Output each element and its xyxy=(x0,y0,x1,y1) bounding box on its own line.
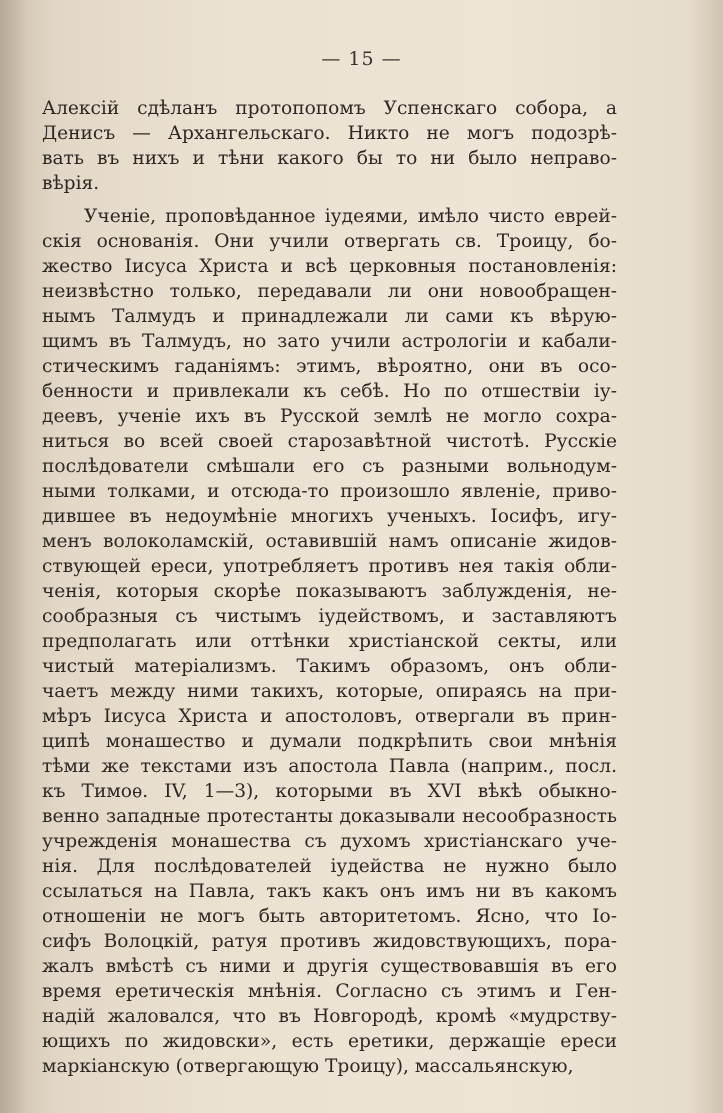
text-line: бенности и привлекали къ себѣ. Но по отшествіи іу- xyxy=(42,381,617,402)
text-line: маркіанскую (отвергающую Троицу), массальянскую, xyxy=(42,1056,574,1077)
text-line: чаетъ между ними такихъ, которые, опираясь на при- xyxy=(42,681,617,702)
page-number: — 15 — xyxy=(321,48,402,70)
text-line: ствующей ереси, употребляетъ противъ нея такія обли- xyxy=(42,556,617,577)
text-line: вать въ нихъ и тѣни какого бы то ни было неправо- xyxy=(42,148,617,169)
text-line: жество Іисуса Христа и всѣ церковныя постановленія: xyxy=(42,256,617,277)
text-line: вѣрія. xyxy=(42,173,100,194)
text-line: послѣдователи смѣшали его съ разными вольнодум- xyxy=(42,456,617,477)
text-line: тѣми же текстами изъ апостола Павла (наприм., посл. xyxy=(42,756,617,777)
binding-shadow xyxy=(0,0,28,1113)
text-line: неизвѣстно только, передавали ли они новообращен- xyxy=(42,281,617,302)
body-text xyxy=(42,96,617,1079)
text-line: чистый матеріализмъ. Такимъ образомъ, онъ обли- xyxy=(42,656,617,677)
text-line: сифъ Волоцкій, ратуя противъ жидовствующихъ, пора- xyxy=(42,931,617,952)
text-line: менъ волоколамскій, оставившій намъ описаніе жидов- xyxy=(42,531,617,552)
text-line: надій жаловался, что въ Новгородѣ, кромѣ «мудрству- xyxy=(42,1006,617,1027)
text-line: скія основанія. Они учили отвергать св. Троицу, бо- xyxy=(42,231,617,252)
text-line: жалъ вмѣстѣ съ ними и другія существовавшія въ его xyxy=(42,956,617,977)
text-line: венно западные протестанты доказывали несообразность xyxy=(42,806,617,827)
text-line: Алексій сдѣланъ протопопомъ Успенскаго собора, а xyxy=(42,98,617,119)
text-line: время еретическія мнѣнія. Согласно съ этимъ и Ген- xyxy=(42,981,617,1002)
text-line: ципѣ монашество и думали подкрѣпить свои мнѣнія xyxy=(42,731,617,752)
text-line: ссылаться на Павла, такъ какъ онъ имъ ни въ какомъ xyxy=(42,881,617,902)
text-line: ченія, которыя скорѣе показываютъ заблужденія, не- xyxy=(42,581,617,602)
text-line: сообразныя съ чистымъ іудействомъ, и заставляютъ xyxy=(42,606,617,627)
text-line: дившее въ недоумѣніе многихъ ученыхъ. Іосифъ, игу- xyxy=(42,506,617,527)
text-line: предполагать или оттѣнки христіанской секты, или xyxy=(42,631,617,652)
text-line: нія. Для послѣдователей іудейства не нужно было xyxy=(42,856,617,877)
text-line: нымъ Талмудъ и принадлежали ли сами къ вѣрую- xyxy=(42,306,617,327)
text-line: къ Тимоѳ. IV, 1—3), которыми въ XVI вѣкѣ обыкно- xyxy=(42,781,617,802)
text-line: Денисъ — Архангельскаго. Никто не могъ подозрѣ- xyxy=(42,123,617,144)
text-line: щимъ въ Талмудъ, но зато учили астрологіи и кабали- xyxy=(42,331,617,352)
text-line: ющихъ по жидовски», есть еретики, держащіе ереси xyxy=(42,1031,617,1052)
text-line: мѣръ Іисуса Христа и апостоловъ, отвергали въ прин- xyxy=(42,706,617,727)
text-line: учрежденія монашества съ духомъ христіанскаго уче- xyxy=(42,831,617,852)
text-line: деевъ, ученіе ихъ въ Русской землѣ не могло сохра- xyxy=(42,406,617,427)
text-line: ниться во всей своей старозавѣтной чистотѣ. Русскіе xyxy=(42,431,617,452)
text-line: отношеніи не могъ быть авторитетомъ. Ясно, что Іо- xyxy=(42,906,617,927)
text-line: стическимъ гаданіямъ: этимъ, вѣроятно, они въ осо- xyxy=(42,356,617,377)
text-line: Ученіе, проповѣданное іудеями, имѣло чисто еврей- xyxy=(84,206,617,227)
paragraph-gap xyxy=(42,196,617,204)
paragraph xyxy=(42,96,617,196)
text-line: ными толками, и отсюда-то произошло явленіе, приво- xyxy=(42,481,617,502)
paragraph xyxy=(42,204,617,1079)
